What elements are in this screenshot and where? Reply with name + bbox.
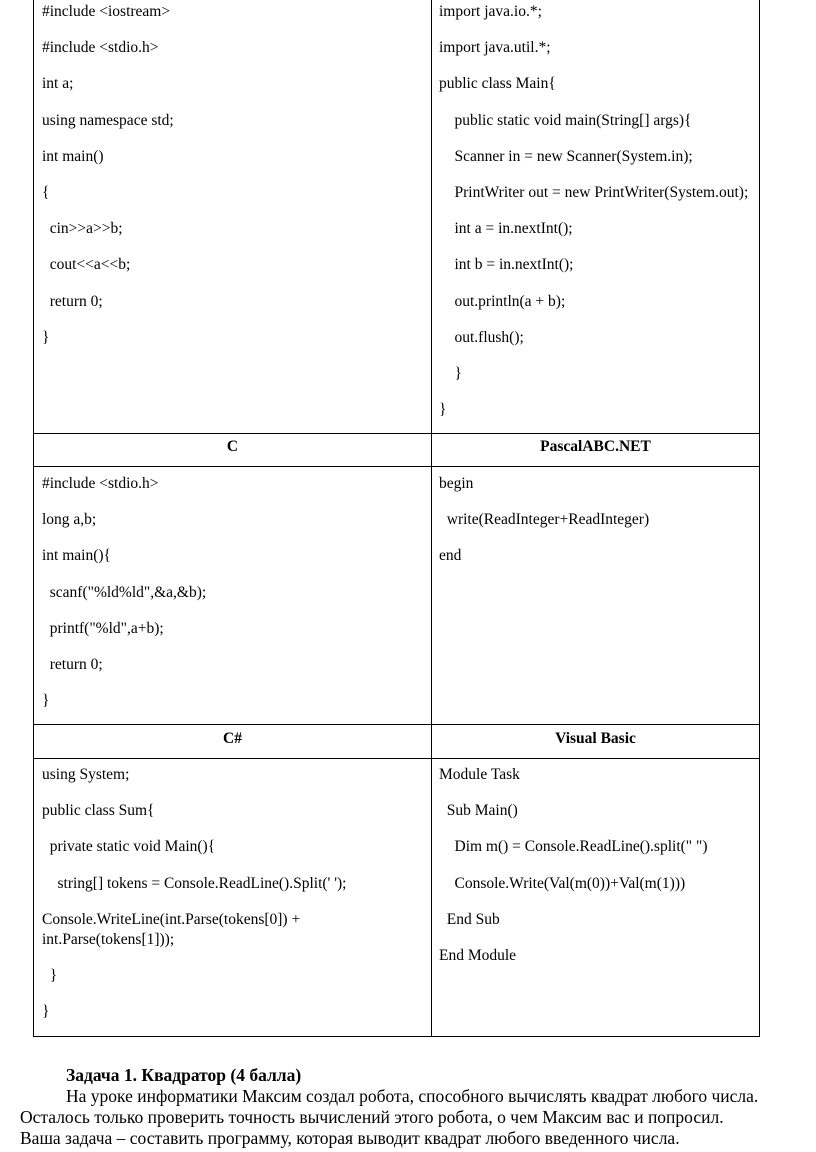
code-line: import java.util.*; — [439, 39, 551, 57]
c-code-cell — [42, 474, 427, 727]
code-line: #include <stdio.h> — [42, 39, 159, 57]
code-line: } — [439, 364, 462, 382]
task-description — [20, 1065, 810, 1149]
column-divider — [431, 0, 432, 1037]
code-line: } — [42, 1002, 50, 1020]
vb-code-cell — [439, 765, 757, 982]
code-line: } — [42, 328, 50, 346]
code-line: using namespace std; — [42, 111, 174, 129]
row-divider — [34, 758, 759, 759]
code-line: int main() — [42, 147, 104, 165]
code-line: end — [439, 547, 462, 565]
java-code-cell — [439, 2, 757, 436]
cpp-code-cell — [42, 2, 427, 364]
code-line: return 0; — [42, 655, 103, 673]
code-line: int a; — [42, 75, 74, 93]
code-line: using System; — [42, 766, 130, 783]
code-line: private static void Main(){ — [42, 838, 216, 856]
c-language-header: C — [226, 438, 239, 455]
code-line: End Sub — [439, 910, 500, 928]
code-line: End Module — [439, 946, 517, 964]
code-line: int b = in.nextInt(); — [439, 256, 574, 274]
code-line: Console.Write(Val(m(0))+Val(m(1))) — [439, 874, 686, 892]
code-line: Sub Main() — [439, 802, 518, 820]
code-line: int main(){ — [42, 547, 111, 565]
csharp-language-header: C# — [223, 730, 242, 747]
code-line: return 0; — [42, 292, 103, 310]
code-table — [33, 0, 760, 1037]
code-line: cout<<a<<b; — [42, 256, 131, 274]
code-line: Console.WriteLine(int.Parse(tokens[0]) + int.Parse(tokens[1])); — [42, 910, 301, 948]
code-line: } — [439, 401, 447, 419]
vb-language-header: Visual Basic — [555, 730, 636, 747]
code-line: scanf("%ld%ld",&a,&b); — [42, 583, 207, 601]
code-line: cin>>a>>b; — [42, 220, 123, 238]
code-line: PrintWriter out = new PrintWriter(System.out); — [439, 183, 749, 201]
row-divider — [34, 466, 759, 467]
code-line: out.println(a + b); — [439, 292, 566, 310]
code-line: begin — [439, 475, 474, 492]
code-line: long a,b; — [42, 511, 97, 529]
code-line: { — [42, 183, 50, 201]
code-line: import java.io.*; — [439, 3, 542, 20]
task-paragraph-line: Ваша задача – составить программу, которая выводит квадрат любого введенного числа. — [20, 1128, 680, 1148]
pascal-code-cell — [439, 474, 757, 583]
code-line: string[] tokens = Console.ReadLine().Split(' '); — [42, 874, 347, 892]
code-line: } — [42, 966, 58, 984]
code-line: int a = in.nextInt(); — [439, 220, 573, 238]
code-line: public static void main(String[] args){ — [439, 111, 692, 129]
code-line: Module Task — [439, 766, 520, 783]
code-line: out.flush(); — [439, 328, 524, 346]
code-line: write(ReadInteger+ReadInteger) — [439, 511, 650, 529]
task-title: Задача 1. Квадратор (4 балла) — [66, 1065, 302, 1085]
code-line: Scanner in = new Scanner(System.in); — [439, 147, 693, 165]
code-line: #include <iostream> — [42, 3, 171, 20]
code-line: printf("%ld",a+b); — [42, 619, 164, 637]
task-paragraph-line: На уроке информатики Максим создал робота, способного вычислять квадрат любого числа. — [66, 1086, 759, 1106]
code-line: } — [42, 692, 50, 710]
pascal-language-header: PascalABC.NET — [540, 438, 651, 455]
csharp-code-cell — [42, 765, 427, 1038]
code-line: Dim m() = Console.ReadLine().split(" ") — [439, 838, 708, 856]
code-line: #include <stdio.h> — [42, 475, 159, 492]
code-line: public class Sum{ — [42, 802, 155, 820]
code-line: public class Main{ — [439, 75, 556, 93]
task-paragraph-line: Осталось только проверить точность вычислений этого робота, о чем Максим вас и попросил. — [20, 1107, 724, 1127]
